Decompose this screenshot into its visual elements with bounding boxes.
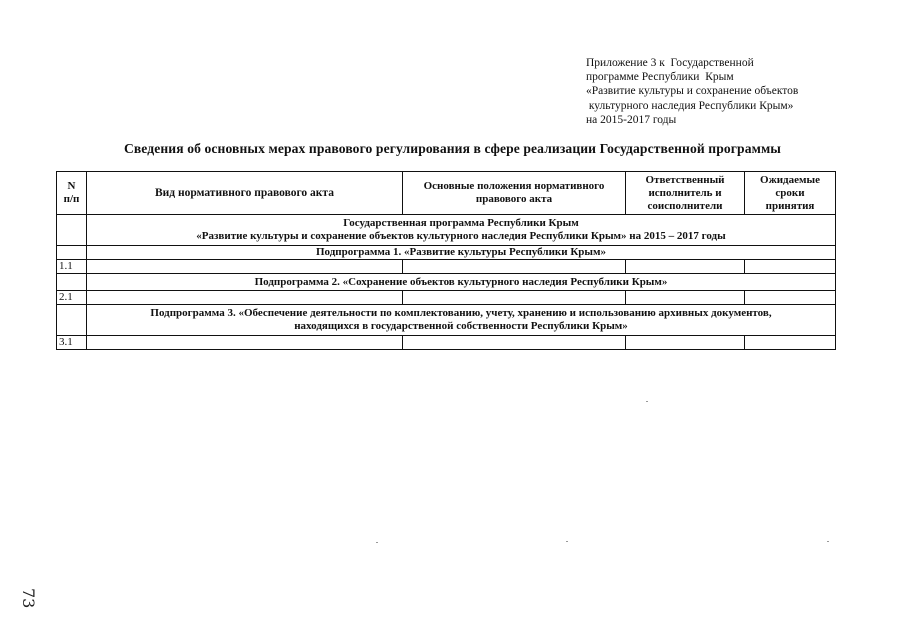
subprogram-1-cell: Подпрограмма 1. «Развитие культуры Республики Крым» — [87, 246, 836, 260]
table-header-row — [57, 172, 836, 215]
subprogram-3-cell — [87, 305, 836, 336]
appendix-note: Приложение 3 к Государственной программе Республики Крым «Развитие культуры и сохранение объектов культурного наследия Республики Крым» на 2015-2017 годы — [586, 57, 799, 126]
row-1-deadline — [745, 260, 836, 274]
row-2-deadline — [745, 291, 836, 305]
subprogram-2-cell: Подпрограмма 2. «Сохранение объектов культурного наследия Республики Крым» — [87, 274, 836, 291]
row-2-executor — [626, 291, 745, 305]
header-deadline-text: Ожидаемые сроки принятия — [760, 173, 820, 212]
program-num-cell — [57, 215, 87, 246]
header-provisions — [403, 172, 626, 215]
row-1-num: 1.1 — [57, 260, 87, 274]
header-executor — [626, 172, 745, 215]
row-3-num: 3.1 — [57, 336, 87, 350]
row-3-deadline — [745, 336, 836, 350]
subprogram-2-num-cell — [57, 274, 87, 291]
row-3-executor — [626, 336, 745, 350]
header-executor-text: Ответственный исполнитель и соисполнители — [645, 173, 725, 212]
header-act-type — [87, 172, 403, 215]
row-1-executor — [626, 260, 745, 274]
scan-speck — [827, 541, 829, 542]
row-2-act-type — [87, 291, 403, 305]
subprogram-1-row — [57, 246, 836, 260]
subprogram-3-line-2: находящихся в государственной собственности Республики Крым» — [294, 320, 628, 332]
scan-speck — [566, 541, 568, 542]
program-line-1: Государственная программа Республики Крым — [343, 217, 579, 229]
header-act-type-text: Вид нормативного правового акта — [155, 186, 334, 199]
regulation-measures-table — [56, 171, 836, 350]
table-row — [57, 336, 836, 350]
subprogram-3-num-cell — [57, 305, 87, 336]
table-row — [57, 291, 836, 305]
row-2-provisions — [403, 291, 626, 305]
table-row — [57, 260, 836, 274]
header-provisions-text: Основные положения нормативного правового акта — [423, 180, 605, 205]
scan-speck — [646, 401, 648, 402]
program-row — [57, 215, 836, 246]
row-2-num: 2.1 — [57, 291, 87, 305]
subprogram-1-num-cell — [57, 246, 87, 260]
row-1-act-type — [87, 260, 403, 274]
subprogram-2-row — [57, 274, 836, 291]
header-num-text: N п/п — [63, 180, 80, 205]
subprogram-3-line-1: Подпрограмма 3. «Обеспечение деятельности по комплектованию, учету, хранению и использованию архивных документов, — [150, 307, 772, 319]
header-deadline — [745, 172, 836, 215]
program-line-2: «Развитие культуры и сохранение объектов культурного наследия Республики Крым» на 2015 – 2017 годы — [196, 230, 726, 242]
document-title: Сведения об основных мерах правового регулирования в сфере реализации Государственной программы — [123, 141, 782, 156]
scan-speck — [376, 542, 378, 543]
row-3-provisions — [403, 336, 626, 350]
handwritten-page-number: 73 — [19, 588, 38, 609]
subprogram-3-row — [57, 305, 836, 336]
header-num — [57, 172, 87, 215]
program-cell — [87, 215, 836, 246]
row-3-act-type — [87, 336, 403, 350]
row-1-provisions — [403, 260, 626, 274]
